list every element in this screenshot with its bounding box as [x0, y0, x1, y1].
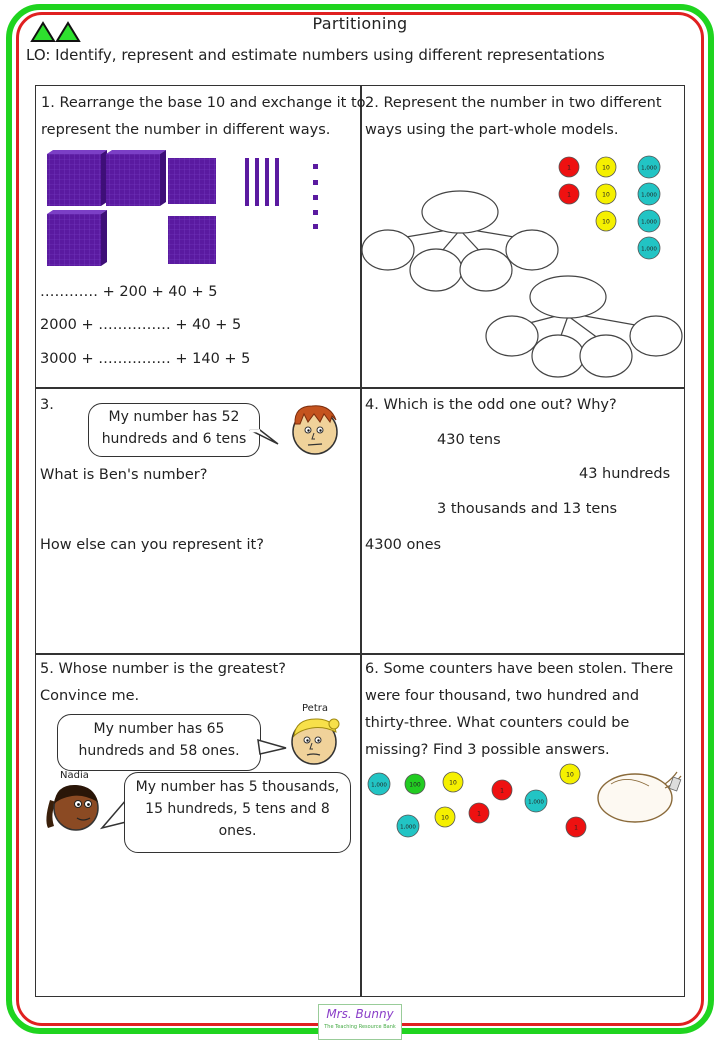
unit-cubes	[313, 164, 318, 229]
ten-rods	[245, 158, 279, 206]
petra-bubble-line1: My number has 65	[93, 721, 225, 737]
svg-text:1: 1	[477, 810, 481, 818]
q5-prompt-line2: Convince me.	[40, 688, 140, 704]
svg-text:1,000: 1,000	[641, 246, 657, 253]
svg-text:10: 10	[602, 218, 610, 226]
svg-text:1,000: 1,000	[528, 799, 544, 806]
logo-text: Mrs. Bunny	[326, 1007, 394, 1021]
hundred-flat-1	[168, 158, 216, 204]
ben-face-icon	[290, 400, 342, 458]
svg-text:10: 10	[449, 779, 457, 787]
logo-subtext: The Teaching Resource Bank	[324, 1024, 396, 1030]
svg-text:100: 100	[409, 781, 421, 789]
svg-text:10: 10	[566, 771, 574, 779]
nadia-bubble-line1: My number has 5 thousands,	[135, 779, 340, 795]
q6-line4: missing? Find 3 possible answers.	[365, 742, 610, 758]
nadia-bubble-line3: ones.	[218, 823, 257, 839]
ben-bubble-line1: My number has 52	[108, 409, 240, 425]
petra-speech-bubble	[57, 714, 261, 771]
bubble-tail	[258, 740, 288, 760]
q1-prompt-line2: represent the number in different ways.	[41, 122, 331, 138]
mrs-bunny-logo	[318, 1004, 402, 1040]
svg-text:1,000: 1,000	[641, 192, 657, 199]
q4-option-3: 3 thousands and 13 tens	[437, 501, 618, 517]
nadia-bubble-line2: 15 hundreds, 5 tens and 8	[145, 801, 330, 817]
thousand-cube-1	[47, 150, 107, 206]
petra-face-icon	[290, 714, 342, 770]
q3-number: 3.	[40, 397, 54, 413]
nadia-speech-bubble	[124, 772, 351, 853]
svg-text:10: 10	[602, 164, 610, 172]
q6-line1: 6. Some counters have been stolen. There	[365, 661, 674, 677]
q2-prompt-line1: 2. Represent the number in two different	[365, 95, 662, 111]
thousand-cube-2	[106, 150, 166, 206]
q6-line3: thirty-three. What counters could be	[365, 715, 630, 731]
svg-text:1,000: 1,000	[371, 782, 387, 789]
svg-text:10: 10	[602, 191, 610, 199]
q4-prompt: 4. Which is the odd one out? Why?	[365, 397, 617, 413]
petra-bubble-line2: hundreds and 58 ones.	[78, 743, 240, 759]
q4-option-2: 43 hundreds	[579, 466, 671, 482]
svg-text:1: 1	[574, 824, 578, 832]
svg-text:1: 1	[567, 164, 571, 172]
svg-text:1,000: 1,000	[641, 165, 657, 172]
q6-counters	[365, 762, 685, 842]
q4-option-4: 4300 ones	[365, 537, 442, 553]
petra-name: Petra	[302, 703, 328, 714]
q2-prompt-line2: ways using the part-whole models.	[365, 122, 619, 138]
q4-option-1: 430 tens	[437, 432, 501, 448]
q3-question-1: What is Ben's number?	[40, 467, 208, 483]
q1-prompt-line1: 1. Rearrange the base 10 and exchange it to	[41, 95, 366, 111]
ben-bubble-line2: hundreds and 6 tens	[101, 431, 247, 447]
q6-line2: were four thousand, two hundred and	[365, 688, 640, 704]
svg-text:1,000: 1,000	[400, 824, 416, 831]
thousand-cube-3	[47, 210, 107, 266]
q1-equation-2: 2000 + …………… + 40 + 5	[40, 317, 242, 333]
q1-equation-1: ………… + 200 + 40 + 5	[40, 284, 218, 300]
bubble-tail	[250, 430, 280, 460]
svg-text:10: 10	[441, 814, 449, 822]
q1-equation-3: 3000 + …………… + 140 + 5	[40, 351, 251, 367]
hundred-flat-2	[168, 216, 216, 264]
q2-counters	[555, 155, 665, 265]
svg-text:1: 1	[500, 787, 504, 795]
nadia-name: Nadia	[60, 770, 89, 781]
q5-prompt-line1: 5. Whose number is the greatest?	[40, 661, 286, 677]
svg-text:1: 1	[567, 191, 571, 199]
svg-text:1,000: 1,000	[641, 219, 657, 226]
q3-question-2: How else can you represent it?	[40, 537, 264, 553]
nadia-face-icon	[40, 780, 100, 838]
base-ten-blocks	[45, 150, 335, 270]
learning-objective: LO: Identify, represent and estimate numbers using different representations	[26, 46, 605, 64]
ben-speech-bubble	[88, 403, 260, 457]
grid-divider-row2	[36, 653, 684, 655]
page-title: Partitioning	[312, 14, 408, 33]
money-bag-icon	[598, 772, 681, 822]
